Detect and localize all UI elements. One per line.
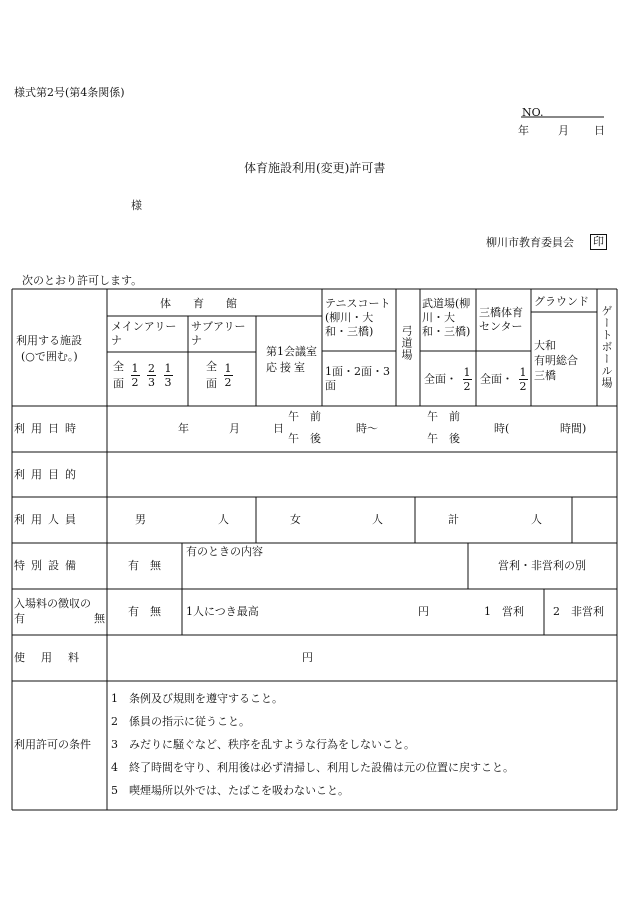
facility-row-note: (○で囲む。) bbox=[21, 350, 78, 363]
admission-yes-no[interactable]: 有 無 bbox=[128, 605, 161, 618]
mitsuhashi-option-full[interactable]: 全面・ bbox=[480, 372, 513, 386]
ground-option-ariake[interactable]: 有明総合 bbox=[534, 354, 578, 367]
condition-item-4: 4 終了時間を守り、利用後は必ず清掃し、利用した設備は元の位置に戻すこと。 bbox=[111, 761, 514, 774]
mitsuhashi-center-options[interactable] bbox=[480, 366, 530, 393]
usage-fee-label: 使用料 bbox=[14, 651, 95, 664]
addressee-suffix: 様 bbox=[131, 199, 142, 212]
male-label: 男 bbox=[135, 513, 146, 526]
sub-option-half[interactable]: $\frac{1}{2}$ bbox=[224, 361, 232, 389]
usage-month: 月 bbox=[229, 422, 240, 435]
main-option-full[interactable]: 全面 bbox=[113, 360, 124, 390]
admission-yen: 円 bbox=[418, 605, 429, 618]
main-option-half[interactable]: $\frac{1}{2}$ bbox=[131, 361, 139, 389]
mitsuhashi-option-half[interactable]: $\frac{1}{2}$ bbox=[519, 366, 527, 394]
usage-day: 日 bbox=[273, 422, 284, 435]
usage-purpose-label: 利用目的 bbox=[14, 468, 82, 481]
issuer-name: 柳川市教育委員会 bbox=[486, 236, 574, 249]
admission-nonprofit[interactable]: 2 非営利 bbox=[553, 605, 604, 618]
total-unit: 人 bbox=[531, 513, 542, 526]
equipment-content-label: 有のときの内容 bbox=[186, 545, 263, 558]
date-year-label: 年 bbox=[518, 124, 529, 137]
start-pm[interactable]: 午 後 bbox=[288, 432, 321, 445]
condition-item-3: 3 みだりに騒ぐなど、秩序を乱すような行為をしないこと。 bbox=[111, 738, 415, 751]
sub-arena-label: サブアリーナ bbox=[191, 320, 246, 347]
admission-profit[interactable]: 1 営利 bbox=[484, 605, 524, 618]
usage-datetime-label: 利用日時 bbox=[14, 422, 82, 435]
tennis-court-label: テニスコート(柳川・大和・三橋) bbox=[325, 297, 391, 338]
end-am[interactable]: 午 前 bbox=[427, 410, 460, 423]
end-hour-suffix: 時( bbox=[494, 422, 510, 435]
admission-fee-label-no: 無 bbox=[94, 612, 105, 625]
gateball-field[interactable]: ゲートボール場 bbox=[600, 305, 613, 389]
main-arena-options[interactable] bbox=[113, 359, 175, 392]
profit-type-label: 営利・非営利の別 bbox=[498, 559, 586, 572]
special-equipment-label: 特別設備 bbox=[14, 559, 82, 572]
facility-row-label bbox=[16, 334, 82, 348]
main-option-two-thirds[interactable]: $\frac{2}{3}$ bbox=[148, 361, 155, 389]
female-label: 女 bbox=[290, 513, 301, 526]
usage-fee-yen: 円 bbox=[302, 651, 313, 664]
ground-option-yamato[interactable]: 大和 bbox=[534, 339, 556, 352]
ground-label: グラウンド bbox=[534, 295, 589, 308]
condition-item-2: 2 係員の指示に従うこと。 bbox=[111, 715, 250, 728]
usage-year: 年 bbox=[178, 422, 189, 435]
budo-hall-options[interactable] bbox=[424, 366, 474, 393]
budo-option-half[interactable]: $\frac{1}{2}$ bbox=[463, 366, 471, 394]
duration-hours: 時間) bbox=[560, 422, 587, 435]
reception-room[interactable]: 応接室 bbox=[266, 361, 308, 374]
equipment-yes-no[interactable]: 有 無 bbox=[128, 559, 161, 572]
condition-item-1: 1 条例及び規則を遵守すること。 bbox=[111, 692, 283, 705]
issuer-seal: 印 bbox=[590, 234, 607, 250]
form-number-label: NO. bbox=[522, 106, 544, 119]
date-month-label: 月 bbox=[558, 124, 569, 137]
admission-fee-label-yes: 有 bbox=[14, 612, 25, 625]
start-hour-suffix: 時〜 bbox=[356, 422, 378, 435]
main-arena-label: メインアリーナ bbox=[111, 320, 177, 347]
usage-people-label: 利用人員 bbox=[14, 513, 82, 526]
gym-header: 体 育 館 bbox=[160, 297, 237, 310]
budo-hall-label: 武道場(柳川・大和・三橋) bbox=[422, 297, 471, 338]
form-code: 様式第2号(第4条関係) bbox=[14, 86, 125, 99]
document-title: 体育施設利用(変更)許可書 bbox=[244, 161, 386, 175]
permit-conditions-label: 利用許可の条件 bbox=[14, 738, 91, 751]
sub-arena-options[interactable] bbox=[206, 359, 235, 392]
start-am[interactable]: 午 前 bbox=[288, 410, 321, 423]
budo-option-full[interactable]: 全面・ bbox=[424, 372, 457, 386]
male-unit: 人 bbox=[218, 513, 229, 526]
intro-text: 次のとおり許可します。 bbox=[22, 274, 143, 287]
kyudo-hall[interactable]: 弓道場 bbox=[400, 325, 413, 361]
date-day-label: 日 bbox=[594, 124, 605, 137]
admission-max-label: 1人につき最高 bbox=[186, 605, 259, 618]
mitsuhashi-center-label: 三橋体育センター bbox=[479, 306, 523, 333]
meeting-room-1[interactable]: 第1会議室 bbox=[266, 345, 317, 358]
facility-row-label-text: 利用する施設 bbox=[16, 334, 82, 347]
main-option-third[interactable]: $\frac{1}{3}$ bbox=[164, 361, 172, 389]
female-unit: 人 bbox=[372, 513, 383, 526]
admission-fee-label: 入場料の徴収の bbox=[14, 597, 91, 610]
sub-option-full[interactable]: 全面 bbox=[206, 360, 217, 390]
tennis-court-options[interactable]: 1面・2面・3面 bbox=[325, 365, 390, 392]
total-label: 計 bbox=[448, 513, 459, 526]
end-pm[interactable]: 午 後 bbox=[427, 432, 460, 445]
condition-item-5: 5 喫煙場所以外では、たばこを吸わないこと。 bbox=[111, 784, 349, 797]
ground-option-mitsuhashi[interactable]: 三橋 bbox=[534, 369, 556, 382]
